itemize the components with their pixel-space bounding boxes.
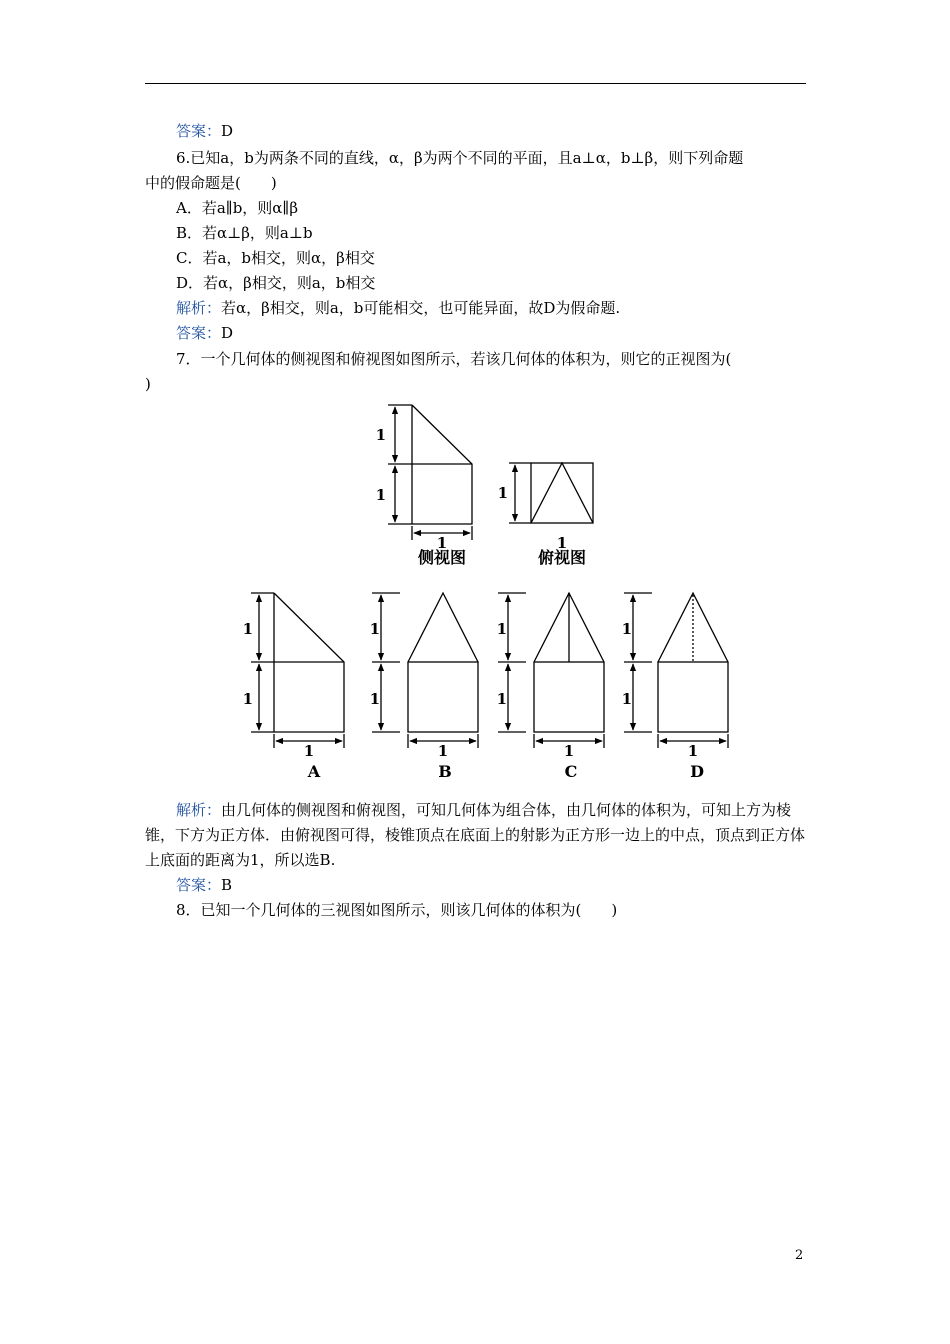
- top-dim-height: 1: [497, 484, 508, 502]
- option-c-drawing: [498, 593, 604, 748]
- q6-stem-line1: 6.已知a，b为两条不同的直线，α，β为两个不同的平面，且a⊥α，b⊥β，则下列命题: [176, 149, 744, 167]
- a-dim-width: 1: [303, 742, 315, 760]
- answer-value: D: [221, 324, 234, 342]
- analysis-label: 解析：: [176, 801, 222, 819]
- d-dim-width: 1: [687, 742, 699, 760]
- answer-label: 答案：: [176, 122, 222, 140]
- d-dim-upper: 1: [621, 620, 632, 638]
- side-dim-lower: 1: [375, 486, 386, 504]
- q6-option-b: B．若α⊥β，则a⊥b: [176, 224, 313, 242]
- top-view-drawing: [509, 463, 593, 523]
- q7-stem-line1: 7．一个几何体的侧视图和俯视图如图所示，若该几何体的体积为，则它的正视图为(: [176, 350, 732, 368]
- side-dim-upper: 1: [375, 426, 386, 444]
- b-dim-upper: 1: [369, 620, 380, 638]
- option-d-label: D: [690, 762, 704, 781]
- q6-option-a: A．若a∥b，则α∥β: [176, 199, 299, 217]
- answer-label: 答案：: [176, 876, 222, 894]
- side-view-caption: 侧视图: [417, 548, 467, 567]
- answer-value: D: [221, 122, 234, 140]
- a-dim-lower: 1: [242, 690, 253, 708]
- page-number: 2: [795, 1248, 804, 1263]
- q7-answer: [176, 873, 806, 898]
- top-view-caption: 俯视图: [537, 548, 587, 567]
- analysis-text: 由几何体的侧视图和俯视图，可知几何体为组合体，由几何体的体积为，可知上方为棱锥，下方为正方体．由俯视图可得，棱锥顶点在底面上的射影为正方形一边上的中点，顶点到正方体上底面的距离为1，所以选B.: [145, 801, 806, 869]
- option-d-drawing: [621, 593, 728, 748]
- answer-label: 答案：: [176, 324, 222, 342]
- analysis-text: 若α，β相交，则a，b可能相交，也可能异面，故D为假命题.: [221, 299, 621, 317]
- side-dim-width: 1: [436, 534, 448, 552]
- q6-stem-line2: 中的假命题是( ): [145, 174, 277, 192]
- a-dim-upper: 1: [242, 620, 253, 638]
- answer-value: B: [221, 876, 233, 894]
- q7-analysis: [145, 798, 806, 873]
- option-c-label: C: [564, 762, 578, 781]
- c-dim-lower: 1: [496, 690, 507, 708]
- b-dim-lower: 1: [369, 690, 380, 708]
- side-view-drawing: [388, 405, 472, 540]
- q6-option-d: D．若α，β相交，则a，b相交: [176, 274, 376, 292]
- c-dim-width: 1: [563, 742, 575, 760]
- top-dim-width: 1: [556, 534, 568, 552]
- b-dim-width: 1: [437, 742, 449, 760]
- c-dim-upper: 1: [496, 620, 507, 638]
- option-b-drawing: [369, 593, 478, 748]
- d-dim-lower: 1: [621, 690, 632, 708]
- q6-option-c: C．若a，b相交，则α，β相交: [176, 249, 375, 267]
- option-b-label: B: [438, 762, 452, 781]
- q7-stem-line2: ): [145, 375, 151, 393]
- q8-stem: 8．已知一个几何体的三视图如图所示，则该几何体的体积为( ): [176, 901, 618, 919]
- option-a-label: A: [307, 762, 321, 781]
- option-a-drawing: [251, 593, 344, 748]
- analysis-label: 解析：: [176, 299, 222, 317]
